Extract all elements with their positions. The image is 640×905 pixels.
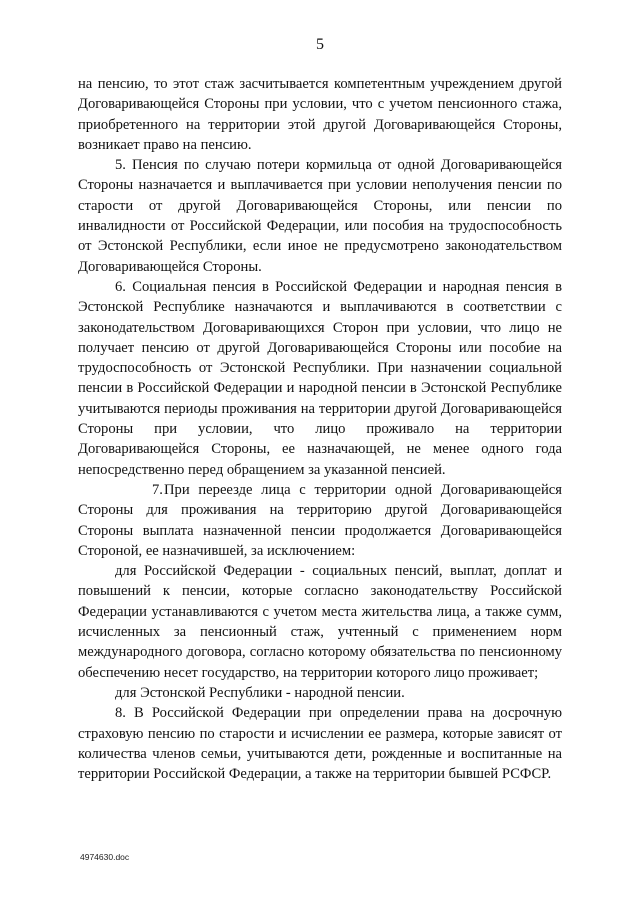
- document-body: [78, 74, 562, 784]
- paragraph-7-text: При переезде лица с территории одной Договаривающейся Стороны для проживания на территорию другой Договаривающейся Стороны выплата назначенной пенсии продолжается Договаривающейся Стороной, ее назначившей, за исключением:: [78, 481, 562, 559]
- paragraph-7-estonia: для Эстонской Республики - народной пенсии.: [115, 684, 405, 701]
- paragraph-6: 6. Социальная пенсия в Российской Федерации и народная пенсия в Эстонской Республике назначаются и выплачиваются в соответствии с законодательством Договаривающихся Сторон при условии, что лицо не получает пенсию от другой Договаривающейся Стороны или пособие на трудоспособность от Эстонской Республики. При назначении социальной пенсии в Российской Федерации и народной пенсии в Эстонской Республике учитываются периоды проживания на территории другой Договаривающейся Стороны при условии, что лицо проживало на территории Договаривающейся Стороны, ее назначающей, не менее одного года непосредственно перед обращением за указанной пенсией.: [78, 278, 562, 478]
- paragraph-7: [78, 480, 562, 561]
- page-number: 5: [316, 36, 324, 53]
- file-name-footer: 4974630.doc: [80, 852, 130, 862]
- paragraph-continuation: на пенсию, то этот стаж засчитывается компетентным учреждением другой Договаривающейся Стороны при условии, что с учетом пенсионного стажа, приобретенного на территории этой другой Договаривающейся Стороны, возникает право на пенсию.: [78, 76, 562, 153]
- paragraph-7-russia: для Российской Федерации - социальных пенсий, выплат, доплат и повышений к пенсии, которые согласно законодательству Российской Федерации устанавливаются с учетом места жительства лица, а также сумм, исчисленных за пенсионный стаж, учтенный с применением норм международного договора, согласно которому обязательства по пенсионному обеспечению несет государство, на территории которого лицо проживает;: [78, 563, 562, 681]
- paragraph-8: 8. В Российской Федерации при определении права на досрочную страховую пенсию по старости и исчислении ее размера, которые зависят от количества членов семьи, учитываются дети, рожденные и воспитанные на территории Российской Федерации, а также на территории бывшей РСФСР.: [78, 705, 562, 783]
- paragraph-5: 5. Пенсия по случаю потери кормильца от одной Договаривающейся Стороны назначается и выплачивается при условии неполучения пенсии по старости от другой Договаривающейся Стороны, или пенсии по инвалидности от Российской Федерации, или пособия на трудоспособность от Эстонской Республики, если иное не предусмотрено законодательством Договаривающейся Стороны.: [78, 157, 562, 275]
- paragraph-7-number: 7.: [152, 481, 163, 498]
